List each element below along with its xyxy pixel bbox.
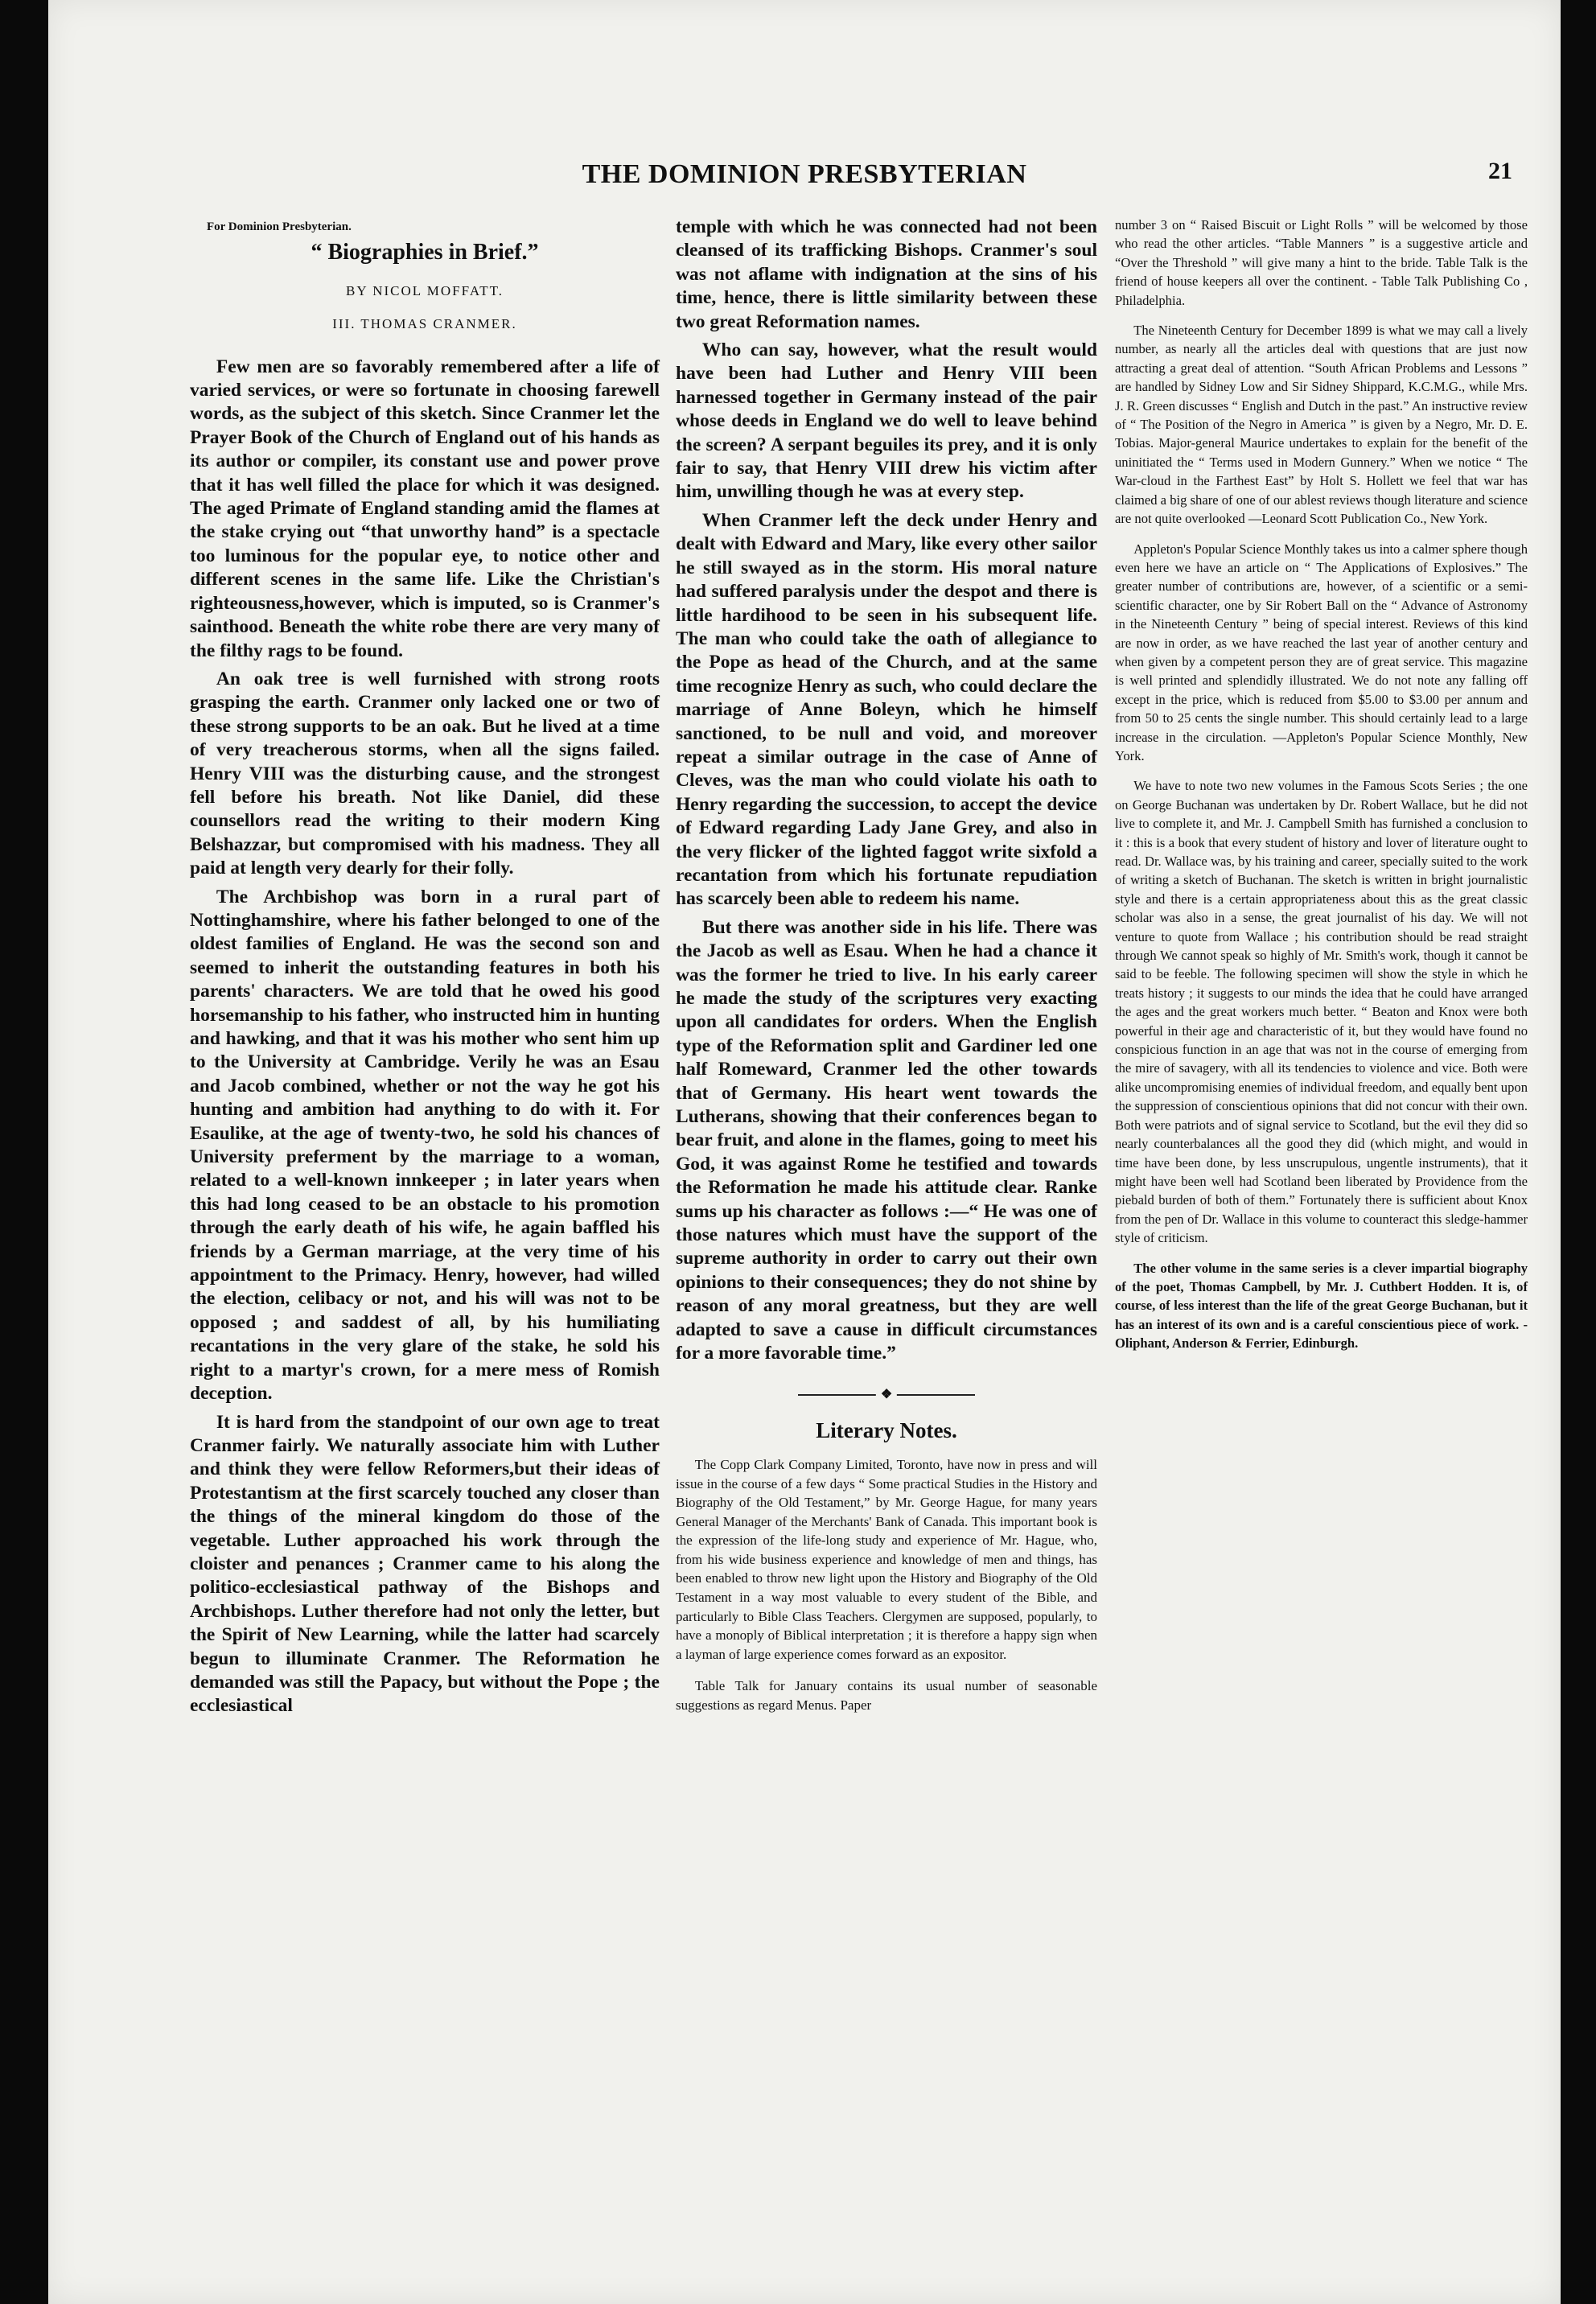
newspaper-page [48,0,1561,2304]
divider-ornament: ❖ [876,1387,897,1403]
article-byline: BY NICOL MOFFATT. [346,282,504,298]
article-paragraph: Few men are so favorably remembered after a life of varied services, or were so fortunate in choosing farewell words, as the subject of this sketch. Since Cranmer let the Prayer Book of the Church of England out of his hands as its author or compiler, its constant use and power prove that it has well filled the place for which it was designed. The aged Primate of England standing amid the flames at the stake crying out “that unworthy hand” is a spectacle too luminous for the popular eye, to notice other and different scenes in the same life. Like the Christian's righteousness,however, which is imputed, so is Cranmer's sainthood. Beneath the white robe there are very many of the filthy rags to be found. [190,356,660,661]
article-paragraph: The Archbishop was born in a rural part of Nottinghamshire, where his father belonged to one of the oldest families of England. He was the second son and seemed to inherit the outstanding features in both his parents' characters. We are told that he owed his good horsemanship to his father, who instructed him in hunting and hawking, and that it was his mother who sent him up to the University at Cambridge. Verily he was an Esau and Jacob combined, whether or not the way he got his hunting and ambition had anything to do with it. For Esaulike, at the age of twenty-two, he sold his chances of University preferment by the marriage to a woman, related to a well-known innkeeper ; in later years when this had long ceased to be an obstacle to his promotion through the early death of his wife, he again baffled his friends by a German marriage, at the very time of his appointment to the Primacy. Henry, however, had willed the election, celibacy or not, and his will was not to be opposed ; and saddest of all, by his humiliating recantations in the very glare of the stake, he sold his right to a martyr's crown, for a mere mess of Romish deception. [190,886,660,1405]
literary-notes-title: Literary Notes. [816,1417,957,1442]
article-subtitle: III. THOMAS CRANMER. [332,316,517,332]
article-paragraph: When Cranmer left the deck under Henry and dealt with Edward and Mary, like every other sailor he still swayed as in the storm. His moral nature had suffered paralysis under the despot and there is little hardihood to be seen in his subsequent life. The man who could take the oath of allegiance to the Pope as head of the Church, and at the same time recognize Henry as such, who could declare the marriage of Anne Boleyn, which he himself sanctioned, to be null and void, and moreover repeat a similar outrage in the case of Anne of Cleves, was the man who could violate his oath to Henry regarding the succession, to accept the device of Edward regarding Lady Jane Grey, and also in the very flicker of the lighted faggot write sixfold a recantation from which his fortunate repudiation has scarcely been able to redeem his name. [676,509,1097,910]
literary-note: number 3 on “ Raised Biscuit or Light Rolls ” will be welcomed by those who read the other articles. “Table Manners ” is a suggestive article and “Over the Threshold ” will give many a hint to the bride. Table Talk is the friend of house keepers all over the continent. - Table Talk Publishing Co , Philadelphia. [1115,217,1528,308]
column-2 [676,216,1097,1715]
literary-note: We have to note two new volumes in the Famous Scots Series ; the one on George Buchanan was undertaken by Dr. Robert Wallace, but he did not live to complete it, and Mr. J. Campbell Smith has furnished a conclusion to it : this is a book that every student of history and lover of literature ought to read. Dr. Wallace was, by his training and career, specially suited to the work of writing a sketch of Buchanan. The sketch is written in bright journalistic style and there is a certain appropriateness about this as the great classic scholar was also in a sense, the great journalist of his day. We will not venture to quote from Wallace ; his contribution should be read straight through We cannot speak so highly of Mr. Smith's work, though it cannot be said to be feeble. The following specimen will show the style in which he treats history ; it suggests to our minds the idea that he could have arranged the ages and the great workers much better. “ Beaton and Knox were both powerful in their age and characteristic of it, but they would have found no conspicious function in an age that was not in the course of emerging from the mire of savagery, with all its tendencies to violence and vice. Both were alike uncompromising enemies of individual freedom, and equally bent upon the suppression of conscientious opinions that did not concur with their own. Both were patriots and of signal service to Scotland, but the evil they did so nearly counterbalances all the good they did (which might, and would in time have been done, by less unscrupulous, ungentle instruments), that it might have been well had Scotland been liberated by Providence from the piebald burden of both of them.” Fortunately there is sufficient about Knox from the pen of Dr. Wallace in this volume to counteract this sledge-hammer style of criticism. [1115,778,1528,1246]
article-paragraph: temple with which he was connected had not been cleansed of its trafficking Bishops. Cranmer's soul was not aflame with indignation at the sins of his time, hence, there is little similarity between these two great Reformation names. [676,216,1097,332]
article-paragraph: But there was another side in his life. There was the Jacob as well as Esau. When he had a chance it was the former he tried to live. In his early career he made the study of the scriptures very exacting upon all candidates for orders. When the English type of the Reformation split and Gardiner led one half Romeward, Cranmer led the other towards that of Germany. His heart went towards the Lutherans, showing that their conferences began to bear fruit, and alone in the flames, going to meet his God, it was against Rome he testified and towards the Reformation he made his attitude clear. Ranke sums up his character as follows :—“ He was one of those natures which must have the support of the supreme authority in order to carry out their own opinions to their consequences; they do not shine by reason of any moral greatness, but they are well adapted to save a cause in difficult circumstances for a more favorable time.” [676,916,1097,1364]
literary-note: Appleton's Popular Science Monthly takes us into a calmer sphere though even here we have an article on “ The Applications of Explosives.” The greater number of contributions are, however, of a scientific or a semi-scientific character, one by Sir Robert Ball on the “ Advance of Astronomy in the Nineteenth Century ” being of special interest. Reviews of this kind are now in order, as we have reached the last year of another century and when given by a competent person they are of great service. This magazine is well printed and splendidly illustrated. We do not note any falling off except in the price, which is reduced from $5.00 to $3.00 per annum and from 50 to 25 cents the single number. This should certainly lead to a large increase in the circulation. —Appleton's Popular Science Monthly, New York. [1115,541,1528,763]
page-number: 21 [1488,158,1512,184]
article-paragraph: Who can say, however, what the result would have been had Luther and Henry VIII been harnessed together in Germany instead of the pair whose deeds in England we do well to leave behind the screen? A serpant beguiles its prey, and it is only fair to say, that Henry VIII drew his victim after him, unwilling though he was at every step. [676,339,1097,503]
literary-note: The other volume in the same series is a clever impartial biography of the poet, Thomas Campbell, by Mr. J. Cuthbert Hodden. It is, of course, of less interest than the life of the great George Buchanan, but it has an interest of its own and is a careful conscientious piece of work. - Oliphant, Anderson & Ferrier, Edinburgh. [1115,1260,1528,1352]
article-paragraph: It is hard from the standpoint of our own age to treat Cranmer fairly. We naturally associate him with Luther and think they were fellow Reformers,but their ideas of Protestantism at the first scarcely touched any closer than the things of the mineral kingdom do those of the vegetable. Luther approached his work through the cloister and penances ; Cranmer came to his along the politico-ecclesiastical pathway of the Bishops and Archbishops. Luther therefore had not only the letter, but the Spirit of New Learning, while the latter had scarcely begun to illuminate Cranmer. The Reformation he demanded was still the Papacy, but without the Pope ; the ecclesiastical [190,1411,660,1717]
column-3 [1115,216,1528,1353]
article-paragraph: An oak tree is well furnished with strong roots grasping the earth. Cranmer only lacked one or two of these strong supports to be an oak. But he lived at a time of very treacherous storms, when all the signs failed. Henry VIII was the disturbing cause, and the strongest fell before his breath. Not like Daniel, did these counsellors read the writing to their modern King Belshazzar, but compromised with his madness. They all paid at length very dearly for their folly. [190,668,660,879]
literary-note: The Copp Clark Company Limited, Toronto, have now in press and will issue in the course of a few days “ Some practical Studies in the History and Biography of the Old Testament,” by Mr. George Hague, for many years General Manager of the Merchants' Bank of Canada. This important book is the expression of the life-long study and experience of Mr. Hague, who, from his wide business experience and knowledge of men and things, has been enabled to throw new light upon the History and Biography of the Old Testament in a way most valuable to every student of the Bible, and particularly to Bible Class Teachers. Clergymen are supposed, popularly, to have a monoply of Biblical interpretation ; it is therefore a happy sign when a layman of large experience comes forward as an expositor. [676,1456,1097,1662]
section-divider [798,1385,975,1405]
literary-note: Table Talk for January contains its usual number of seasonable suggestions as regard Menus. Paper [676,1678,1097,1714]
article-credit: For Dominion Presbyterian. [207,220,352,233]
article-title: “ Biographies in Brief.” [311,240,539,265]
literary-note: The Nineteenth Century for December 1899 is what we may call a lively number, as nearly all the articles deal with questions that are just now attracting a great deal of attention. “South African Problems and Lessons ” are handled by Sidney Low and Sir Sidney Shippard, K.C.M.G., while Mrs. J. R. Green discusses “ English and Dutch in the past.” An instructive review of “ The Position of the Negro in America ” is given by a Negro, Mr. D. E. Tobias. Major-general Maurice undertakes to explain for the benefit of the uninitiated the “ Terms used in Modern Gunnery.” When we notice “ The War-cloud in the Farthest East” by Holt S. Hollett we feel that war has claimed a big share of one of our ablest reviews though literature and science are not quite overlooked —Leonard Scott Publication Co., New York. [1115,323,1528,527]
running-title: THE DOMINION PRESBYTERIAN [582,159,1027,189]
column-1 [190,216,660,1718]
